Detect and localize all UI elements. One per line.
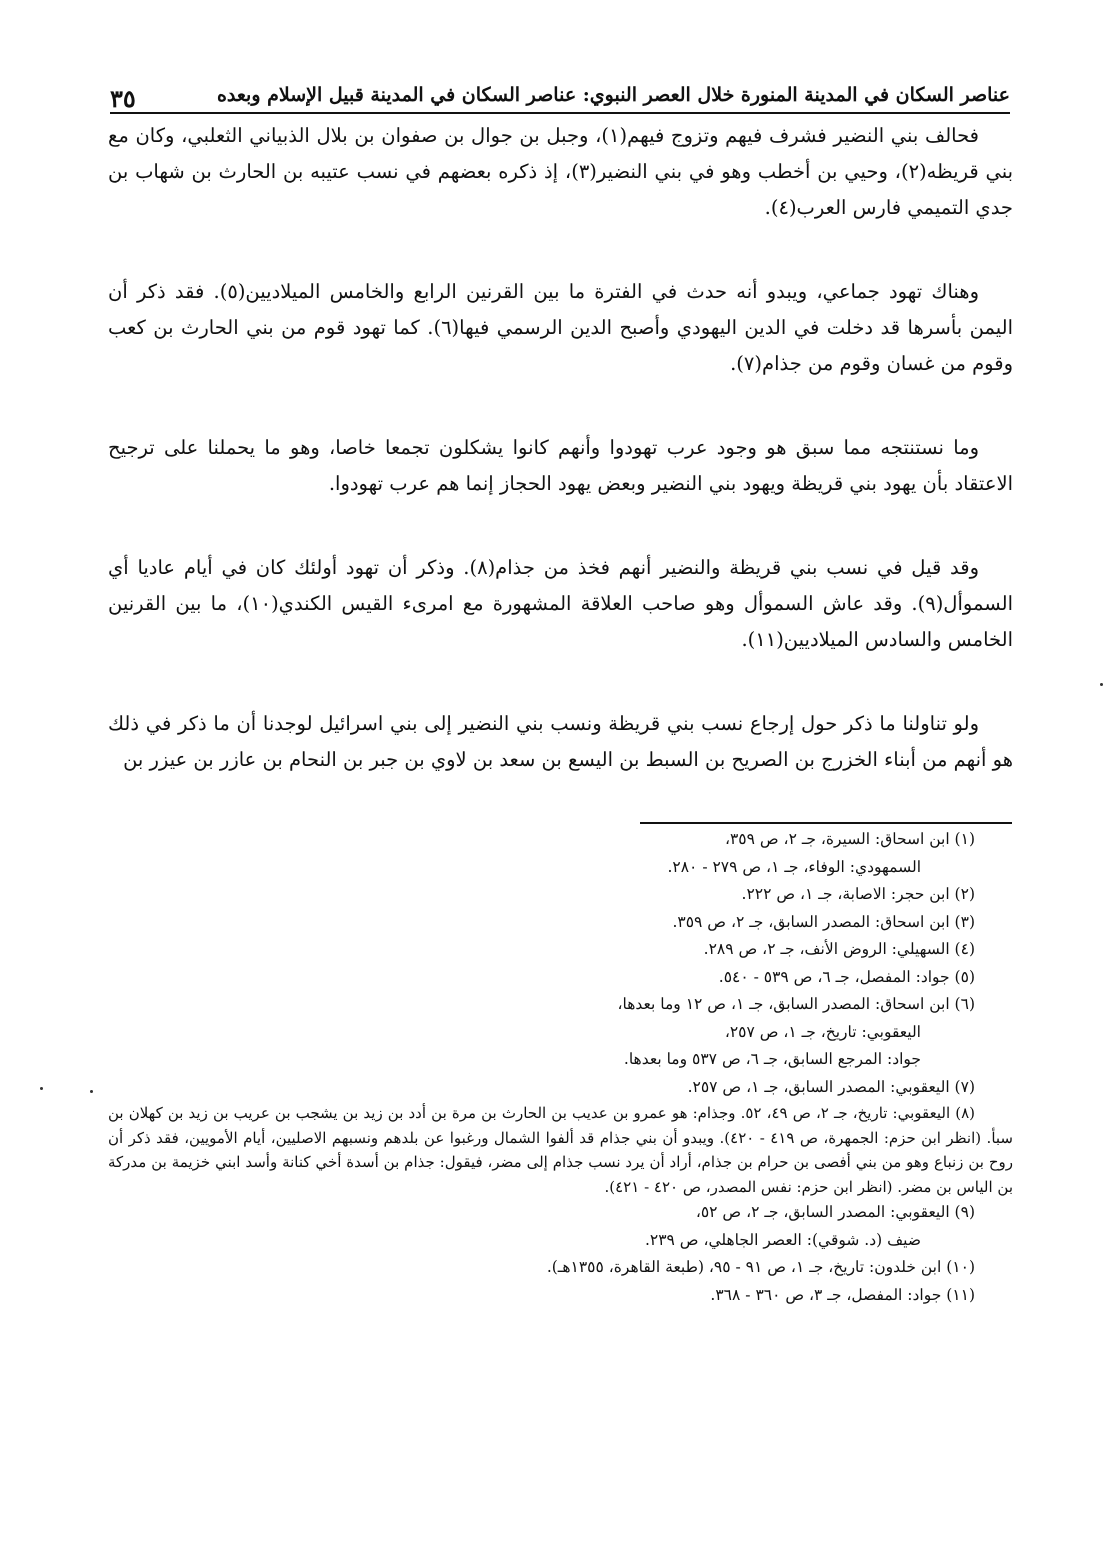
footnote-4: (٤) السهيلي: الروض الأنف، جـ ٢، ص ٢٨٩. bbox=[703, 940, 975, 958]
footnote-10: (١٠) ابن خلدون: تاريخ، جـ ١، ص ٩١ - ٩٥، (طبعة القاهرة، ١٣٥٥هـ). bbox=[546, 1258, 975, 1276]
footnote-9: (٩) اليعقوبي: المصدر السابق، جـ ٢، ص ٥٢، bbox=[695, 1203, 975, 1221]
running-header bbox=[110, 80, 1010, 114]
footnote-1: (١) ابن اسحاق: السيرة، جـ ٢، ص ٣٥٩، bbox=[724, 830, 975, 848]
footnote-11: (١١) جواد: المفصل، جـ ٣، ص ٣٦٠ - ٣٦٨. bbox=[710, 1285, 975, 1304]
footnote-separator bbox=[640, 822, 1012, 824]
footnote-1-continued: السمهودي: الوفاء، جـ ١، ص ٢٧٩ - ٢٨٠. bbox=[667, 857, 921, 876]
paragraph-1: فحالف بني النضير فشرف فيهم وتزوج فيهم(١)، وجبل بن جوال بن صفوان بن بلال الذبياني الثعلبي، وكان مع بني قريظه(٢)، وحيي بن أخطب وهو في بني النضير(٣)، إذ ذكره بعضهم في نسب عتيبه بن الحارث بن شهاب بن جدي التميمي فارس العرب(٤). bbox=[108, 124, 1014, 219]
footnote-6: (٦) ابن اسحاق: المصدر السابق، جـ ١، ص ١٢ وما بعدها، bbox=[617, 995, 975, 1013]
page-number: ٣٥ bbox=[110, 84, 136, 113]
scan-speck bbox=[40, 1087, 43, 1090]
paragraph-4: وقد قيل في نسب بني قريظة والنضير أنهم فخذ من جذام(٨). وذكر أن تهود أولئك كان في أيام عاديا أي السموأل(٩). وقد عاش السموأل وهو صاحب العلاقة المشهورة مع امرىء القيس الكندي(١٠)، ما بين القرنين الخامس والسادس الميلاديين(١١). bbox=[108, 556, 1013, 651]
footnote-5: (٥) جواد: المفصل، جـ ٦، ص ٥٣٩ - ٥٤٠. bbox=[718, 967, 975, 986]
paragraph-2: وهناك تهود جماعي، ويبدو أنه حدث في الفترة ما بين القرنين الرابع والخامس الميلاديين(٥). فقد ذكر أن اليمن بأسرها قد دخلت في الدين اليهودي وأصبح الدين الرسمي فيها(٦). كما تهود قوم من بني الحارث بن كعب وقوم من غسان وقوم من جذام(٧). bbox=[108, 280, 1013, 375]
footnote-7: (٧) اليعقوبي: المصدر السابق، جـ ١، ص ٢٥٧. bbox=[687, 1077, 975, 1096]
scan-speck bbox=[1100, 683, 1103, 686]
body-text bbox=[108, 118, 1013, 778]
header-title: عناصر السكان في المدينة المنورة خلال العصر النبوي: عناصر السكان في المدينة قبيل الإسلام وبعده bbox=[216, 84, 1010, 106]
footnote-6-continued-b: جواد: المرجع السابق، جـ ٦، ص ٥٣٧ وما بعدها. bbox=[623, 1050, 921, 1068]
footnote-2: (٢) ابن حجر: الاصابة، جـ ١، ص ٢٢٢. bbox=[741, 885, 975, 903]
footnote-6-continued-a: اليعقوبي: تاريخ، جـ ١، ص ٢٥٧، bbox=[724, 1022, 921, 1041]
footnote-3: (٣) ابن اسحاق: المصدر السابق، جـ ٢، ص ٣٥٩. bbox=[672, 912, 975, 931]
scan-speck bbox=[90, 1090, 93, 1093]
footnote-9-continued: ضيف (د. شوقي): العصر الجاهلي، ص ٢٣٩. bbox=[644, 1230, 921, 1249]
paragraph-3: وما نستنتجه مما سبق هو وجود عرب تهودوا وأنهم كانوا يشكلون تجمعا خاصا، وهو ما يحملنا على ترجيح الاعتقاد بأن يهود بني قريظة ويهود بني النضير وبعض يهود الحجاز إنما هم عرب تهودوا. bbox=[108, 436, 1013, 495]
footnote-8: (٨) اليعقوبي: تاريخ، جـ ٢، ص ٤٩، ٥٢. وجذام: هو عمرو بن عديب بن الحارث بن مرة بن أدد بن زيد بن يشجب بن عريب بن زيد بن كهلان بن سبأ. (انظر ابن حزم: الجمهرة، ص ٤١٩ - ٤٢٠). ويبدو أن بني جذام قد ألفوا الشمال ورغبوا عن بلدهم ونسبهم الاصليين، أيام الأمويين، فقد ذكر أن روح بن زنباع وهو من بني أفصى بن حرام بن جذام، أراد أن يرد نسب جذام إلى مضر، فيقول: جذام بن أسدة أخي كنانة وأسد ابني خزيمة بن مدركة بن الياس بن مضر. (انظر ابن حزم: نفس المصدر، ص ٤٢٠ - ٤٢١). bbox=[108, 1104, 1013, 1196]
footnotes bbox=[108, 826, 1013, 1309]
paragraph-5: ولو تناولنا ما ذكر حول إرجاع نسب بني قريظة ونسب بني النضير إلى بني اسرائيل لوجدنا أن ما ذكر في ذلك هو أنهم من أبناء الخزرج بن الصريح بن السبط بن اليسع بن سعد بن لاوي بن جبر بن النحام بن عازر بن عيزر بن bbox=[108, 712, 1013, 771]
